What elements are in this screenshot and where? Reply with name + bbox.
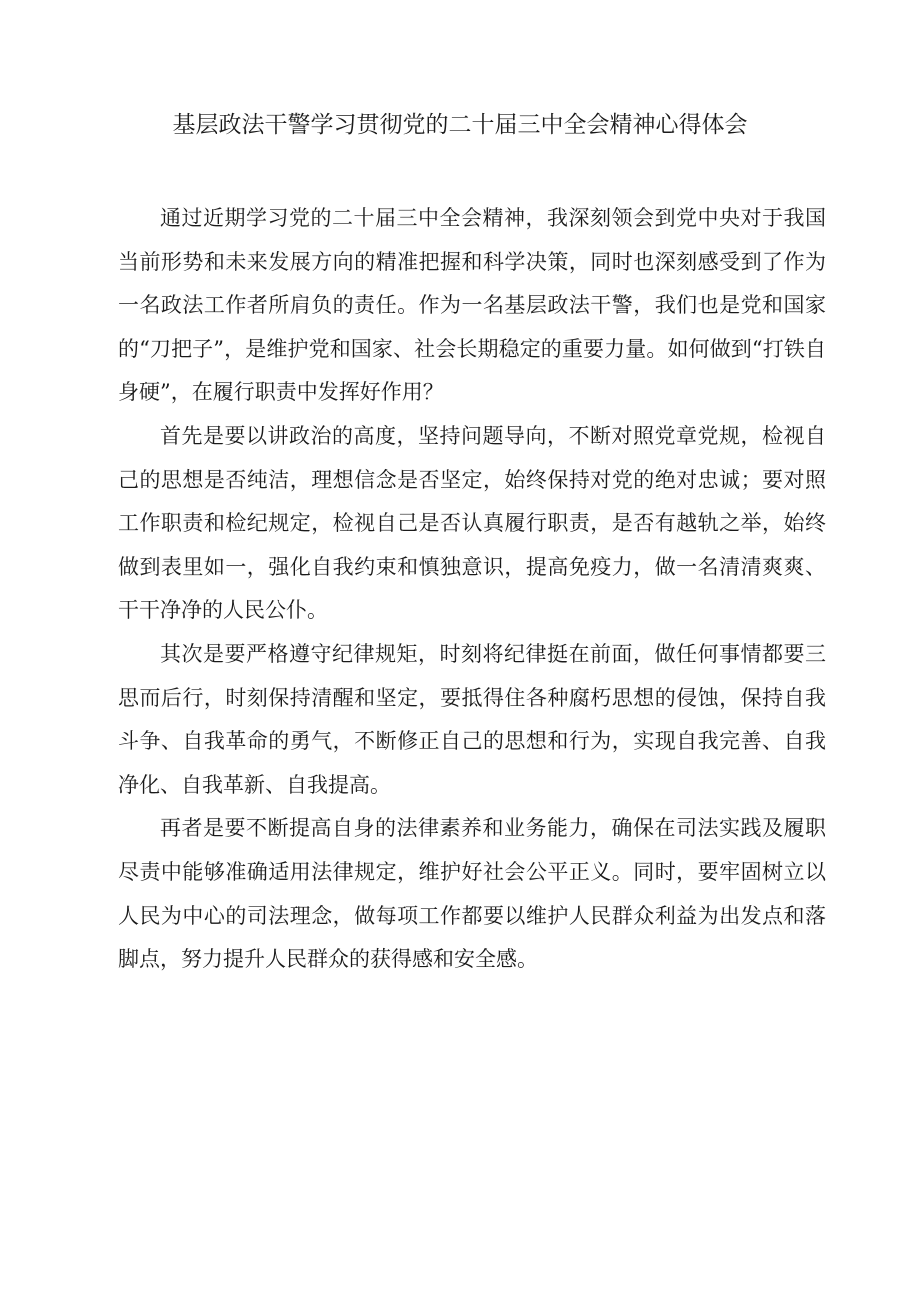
paragraph-third-point: 再者是要不断提高自身的法律素养和业务能力，确保在司法实践及履职尽责中能够准确适用法律规定，维护好社会公平正义。同时，要牢固树立以人民为中心的司法理念，做每项工作都要以维护人民群众利益为出发点和落脚点，努力提升人民群众的获得感和安全感。 [118, 816, 826, 972]
document-body [118, 197, 826, 982]
paragraph-second-point: 其次是要严格遵守纪律规矩，时刻将纪律挺在前面，做任何事情都要三思而后行，时刻保持清醒和坚定，要抵得住各种腐朽思想的侵蚀，保持自我斗争、自我革命的勇气，不断修正自己的思想和行为，实现自我完善、自我净化、自我革新、自我提高。 [118, 641, 826, 797]
document-title: 基层政法干警学习贯彻党的二十届三中全会精神心得体会 [172, 112, 748, 138]
paragraph-intro: 通过近期学习党的二十届三中全会精神，我深刻领会到党中央对于我国当前形势和未来发展方向的精准把握和科学决策，同时也深刻感受到了作为一名政法工作者所肩负的责任。作为一名基层政法干警，我们也是党和国家的“刀把子”，是维护党和国家、社会长期稳定的重要力量。如何做到“打铁自身硬”，在履行职责中发挥好作用？ [118, 206, 826, 405]
paragraph-first-point: 首先是要以讲政治的高度，坚持问题导向，不断对照党章党规，检视自己的思想是否纯洁，理想信念是否坚定，始终保持对党的绝对忠诚；要对照工作职责和检纪规定，检视自己是否认真履行职责，是否有越轨之举，始终做到表里如一，强化自我约束和慎独意识，提高免疫力，做一名清清爽爽、干干净净的人民公仆。 [118, 423, 826, 623]
